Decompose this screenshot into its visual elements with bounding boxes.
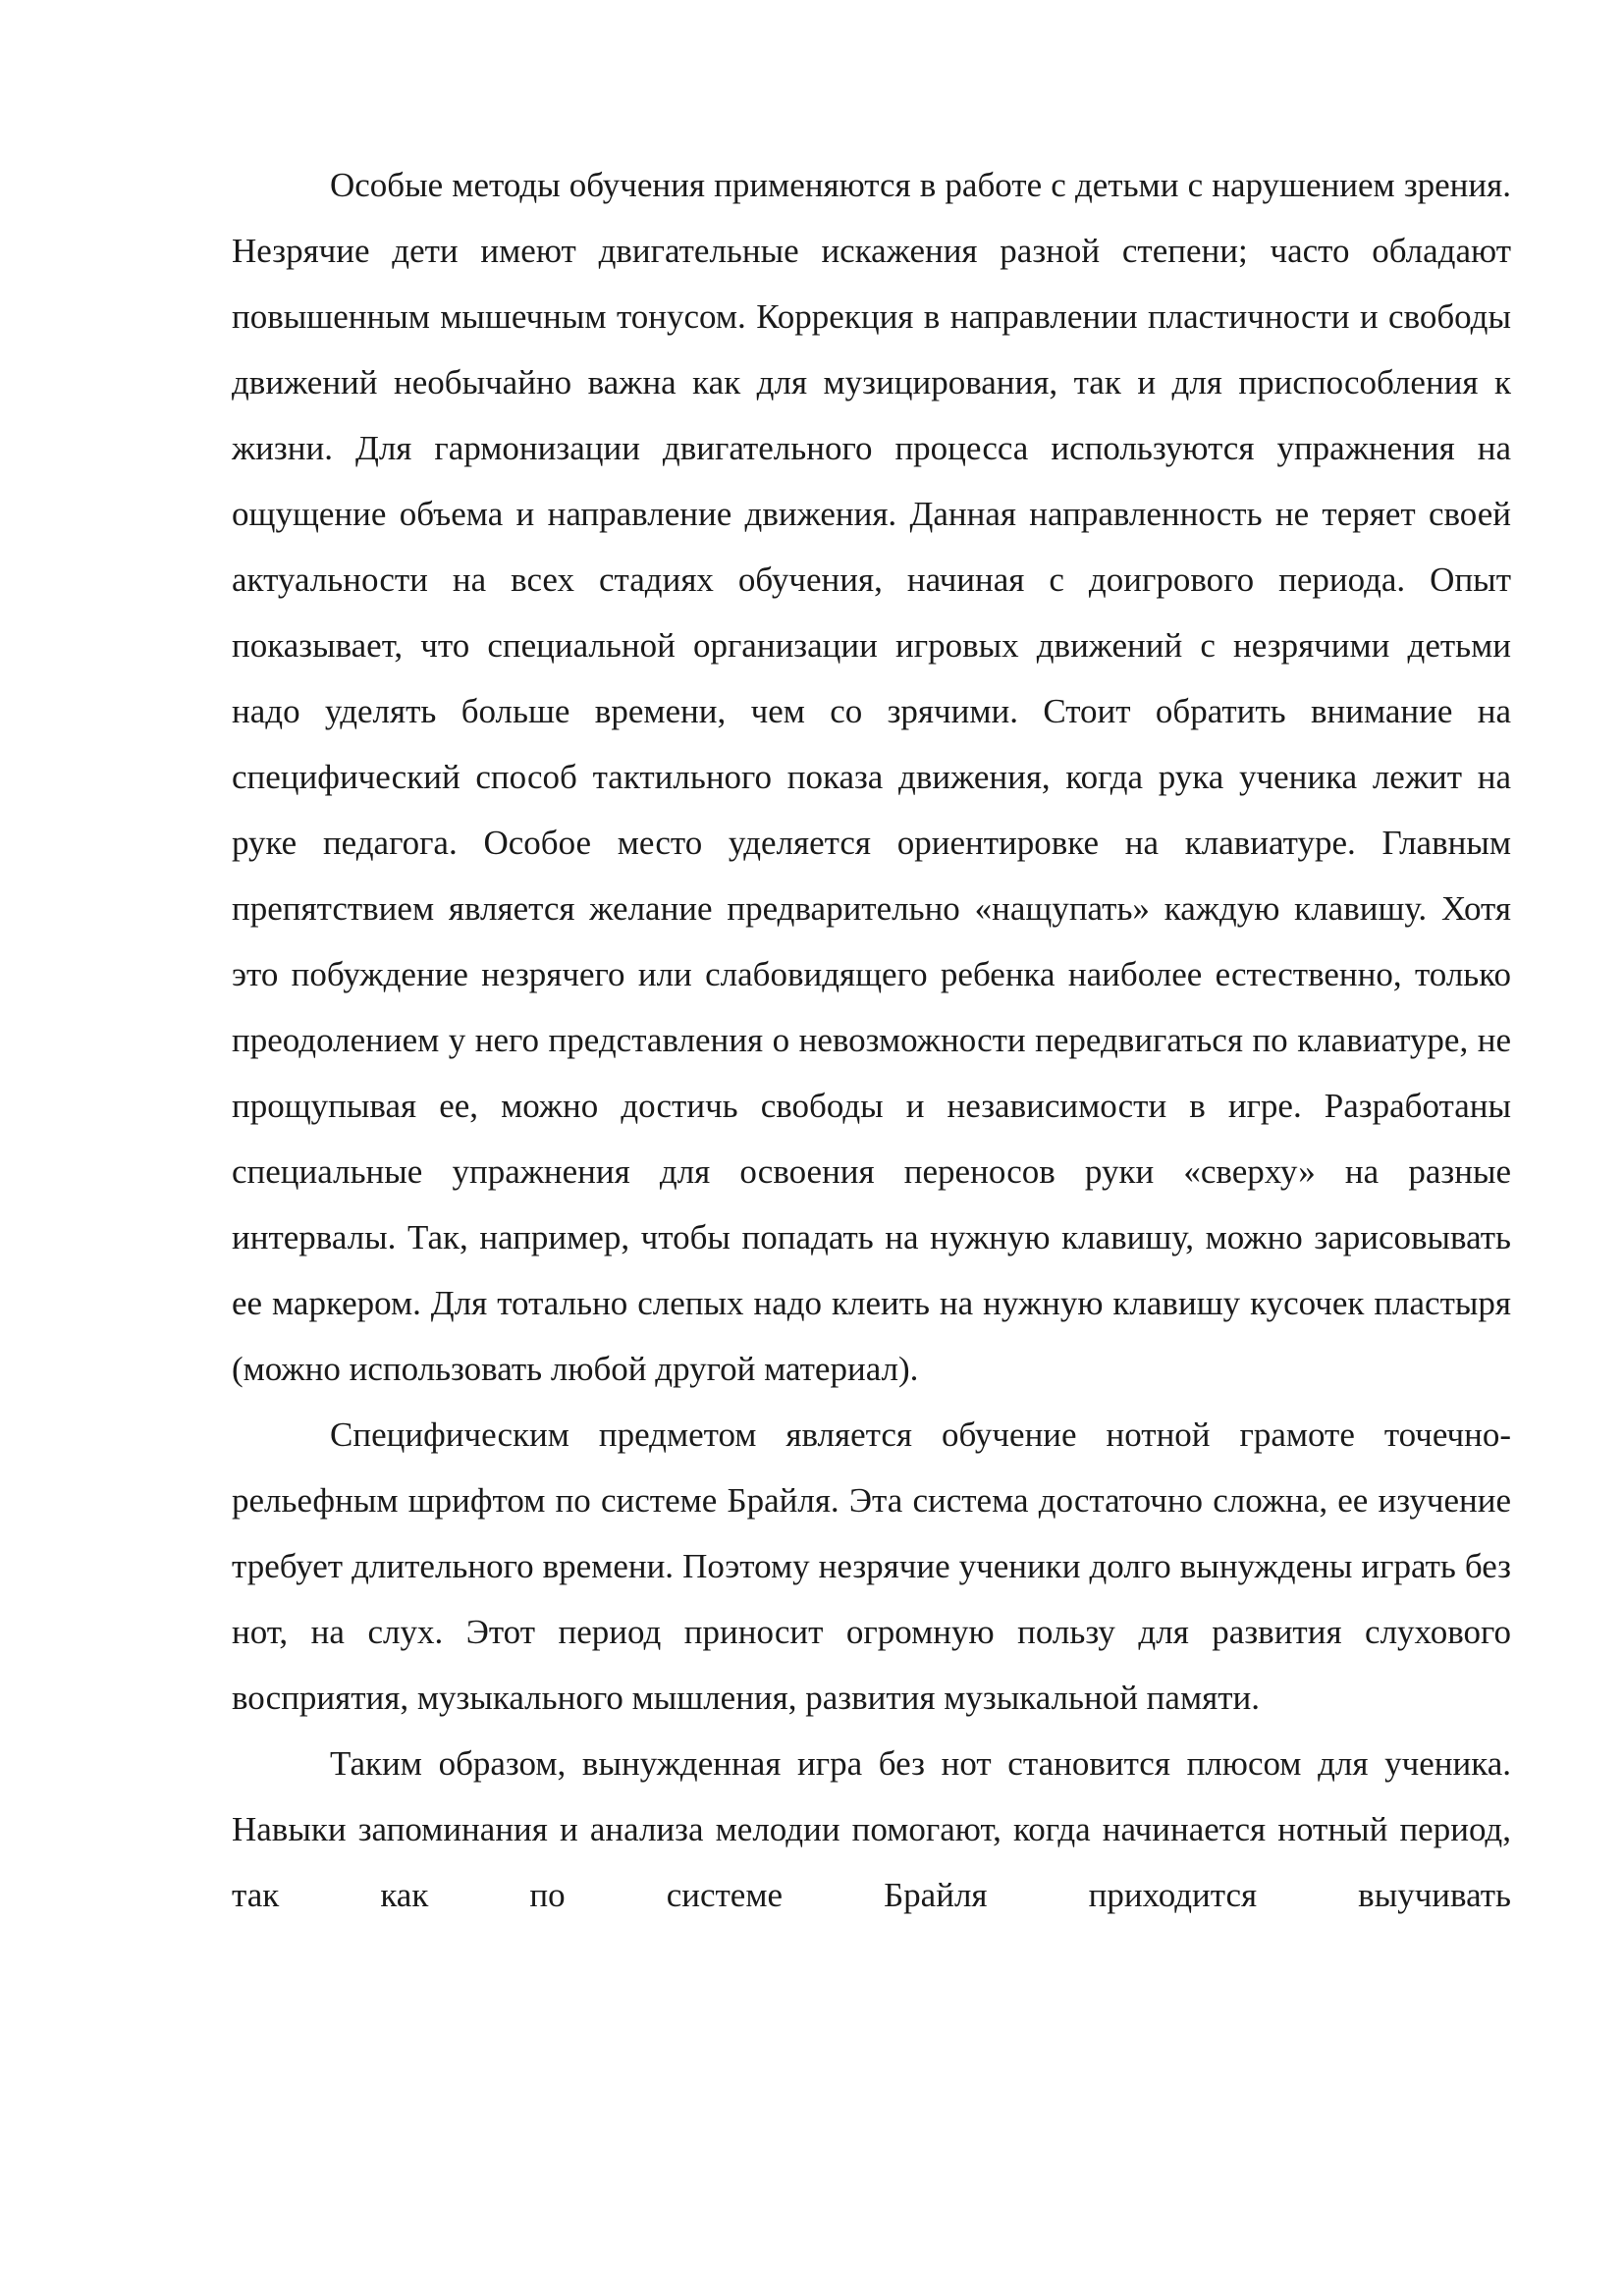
paragraph-playing-without-notes: Таким образом, вынужденная игра без нот становится плюсом для ученика. Навыки запоминания и анализа мелодии помогают, когда начинается нотный период, так как по системе Брайля приходится выучивать (232, 1744, 1511, 1914)
paragraph-braille-notation: Специфическим предметом является обучение нотной грамоте точечно-рельефным шрифтом по системе Брайля. Эта система достаточно сложна, ее изучение требует длительного времени. Поэтому незрячие ученики долго вынуждены играть без нот, на слух. Этот период приносит огромную пользу для развития слухового восприятия, музыкального мышления, развития музыкальной памяти. (232, 1415, 1511, 1717)
document-body (232, 152, 1511, 1928)
paragraph-visual-impairment-methods: Особые методы обучения применяются в работе с детьми с нарушением зрения. Незрячие дети имеют двигательные искажения разной степени; часто обладают повышенным мышечным тонусом. Коррекция в направлении пластичности и свободы движений необычайно важна как для музицирования, так и для приспособления к жизни. Для гармонизации двигательного процесса используются упражнения на ощущение объема и направление движения. Данная направленность не теряет своей актуальности на всех стадиях обучения, начиная с доигрового периода. Опыт показывает, что специальной организации игровых движений с незрячими детьми надо уделять больше времени, чем со зрячими. Стоит обратить внимание на специфический способ тактильного показа движения, когда рука ученика лежит на руке педагога. Особое место уделяется ориентировке на клавиатуре. Главным препятствием является желание предварительно «нащупать» каждую клавишу. Хотя это побуждение незрячего или слабовидящего ребенка наиболее естественно, только преодолением у него представления о невозможности передвигаться по клавиатуре, не прощупывая ее, можно достичь свободы и независимости в игре. Разработаны специальные упражнения для освоения переносов руки «сверху» на разные интервалы. Так, например, чтобы попадать на нужную клавишу, можно зарисовывать ее маркером. Для тотально слепых надо клеить на нужную клавишу кусочек пластыря (можно использовать любой другой материал). (232, 166, 1511, 1388)
